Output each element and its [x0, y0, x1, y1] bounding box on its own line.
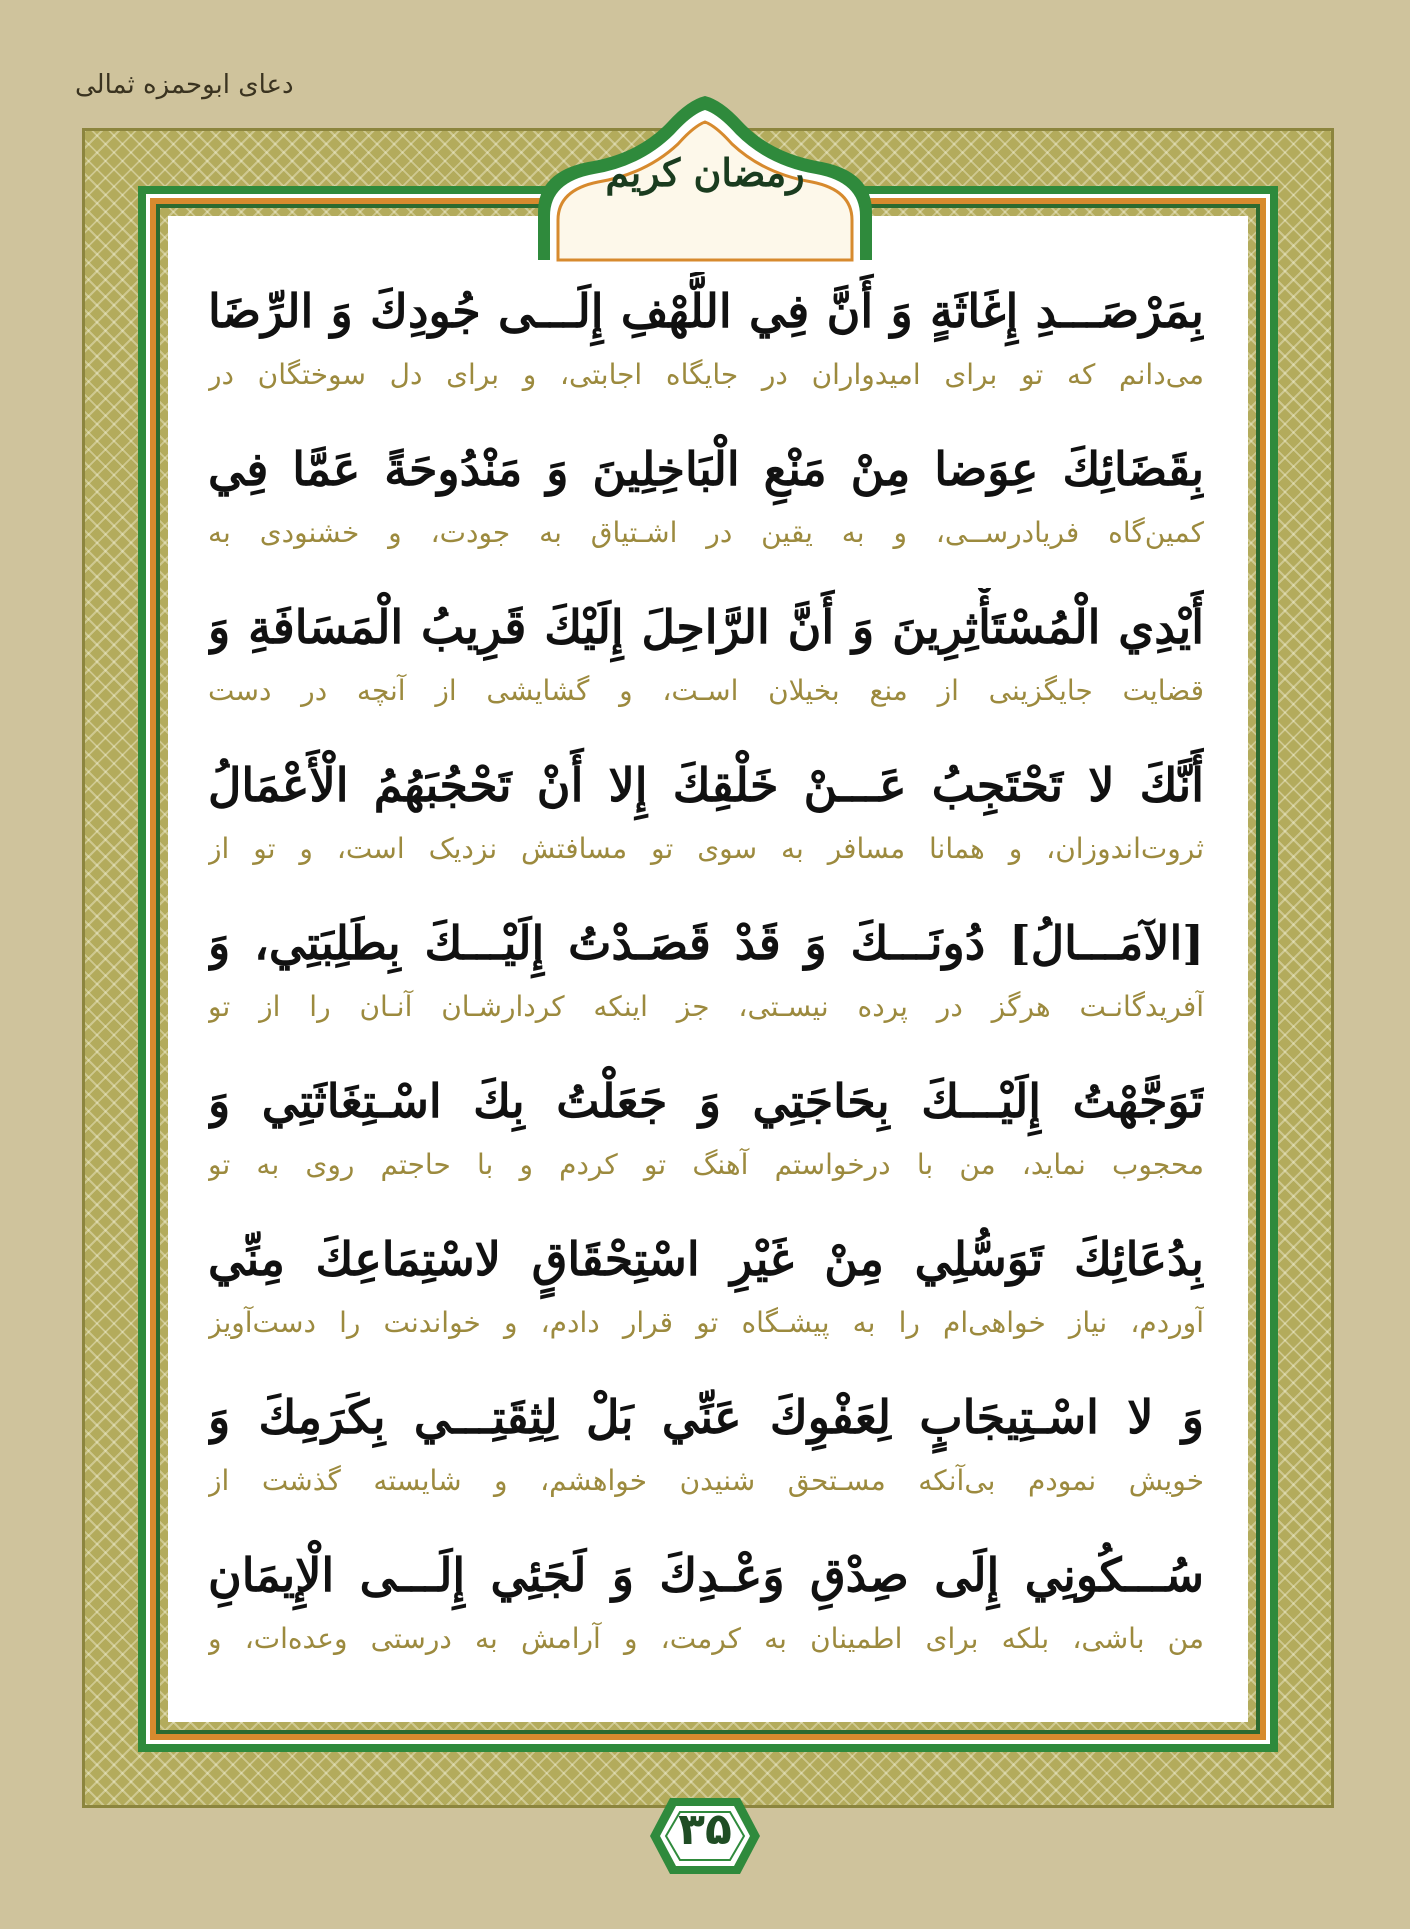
text-pair: [208, 1062, 1204, 1220]
persian-translation-line: قضایت جایگزینی از منع بخیلان اسـت، و گشایشی از آنچه در دست: [208, 674, 1204, 707]
text-pair: [208, 904, 1204, 1062]
arabic-line: أَيْدِي الْمُسْتَأْثِرِينَ وَ أَنَّ الرَّاحِلَ إِلَيْكَ قَرِيبُ الْمَسَافَةِ وَ: [208, 600, 1204, 654]
page-number: ۳۵: [678, 1804, 732, 1855]
arabic-line: تَوَجَّهْتُ إِلَيْـــكَ بِحَاجَتِي وَ جَعَلْتُ بِكَ اسْـتِغَاثَتِي وَ: [208, 1074, 1204, 1128]
persian-translation-line: من باشی، بلکه برای اطمینان به کرمت، و آرامش به درستی وعده‌ات، و: [208, 1622, 1204, 1655]
medallion-text: رمضان کریم: [605, 150, 805, 195]
arabic-line: بِمَرْصَـــدِ إِغَاثَةٍ وَ أَنَّ فِي اللَّهْفِ إِلَـــى جُودِكَ وَ الرِّضَا: [208, 284, 1204, 338]
persian-translation-line: خویش نمودم بی‌آنکه مسـتحق شنیدن خواهشم، و شایسته گذشت از: [208, 1464, 1204, 1497]
persian-translation-line: آفریدگانـت هرگز در پرده نیسـتی، جز اینکه کردارشـان آنـان را از تو: [208, 990, 1204, 1023]
persian-translation-line: می‌دانم که تو برای امیدواران در جایگاه اجابتی، و برای دل سوختگان در: [208, 358, 1204, 391]
text-pair: [208, 1536, 1204, 1694]
text-pair: [208, 746, 1204, 904]
header-medallion: [528, 92, 882, 262]
text-pair: [208, 1378, 1204, 1536]
text-pair: [208, 272, 1204, 430]
text-pair: [208, 430, 1204, 588]
persian-translation-line: کمین‌گاه فریادرســی، و به یقین در اشـتیاق به جودت، و خشنودی به: [208, 516, 1204, 549]
text-pair: [208, 588, 1204, 746]
text-pair: [208, 1220, 1204, 1378]
persian-translation-line: آوردم، نیاز خواهی‌ام را به پیشـگاه تو قرار دادم، و خواندنت را دست‌آویز: [208, 1306, 1204, 1339]
prayer-text-block: [208, 272, 1204, 1694]
persian-translation-line: ثروت‌اندوزان، و همانا مسافر به سوی تو مسافتش نزدیک است، و تو از: [208, 832, 1204, 865]
arabic-line: وَ لا اسْـتِيجَابٍ لِعَفْوِكَ عَنِّي بَلْ لِثِقَتِـــي بِكَرَمِكَ وَ: [208, 1390, 1204, 1444]
arabic-line: بِقَضَائِكَ عِوَضا مِنْ مَنْعِ الْبَاخِلِينَ وَ مَنْدُوحَةً عَمَّا فِي: [208, 442, 1204, 496]
book-title: دعای ابوحمزه ثمالی: [75, 70, 294, 100]
page-number-badge: [630, 1786, 780, 1886]
arabic-line: بِدُعَائِكَ تَوَسُّلِي مِنْ غَيْرِ اسْتِحْقَاقٍ لاسْتِمَاعِكَ مِنِّي: [208, 1232, 1204, 1286]
arabic-line: أَنَّكَ لا تَحْتَجِبُ عَـــنْ خَلْقِكَ إِلا أَنْ تَحْجُبَهُمُ الْأَعْمَالُ: [208, 758, 1204, 812]
arabic-line: [الآمَـــالُ] دُونَـــكَ وَ قَدْ قَصَـدْتُ إِلَيْـــكَ بِطَلِبَتِي، وَ: [208, 916, 1204, 970]
persian-translation-line: محجوب نماید، من با درخواستم آهنگ تو کردم و با حاجتم روی به تو: [208, 1148, 1204, 1181]
arabic-line: سُـــكُونِي إِلَى صِدْقِ وَعْـدِكَ وَ لَجَئِي إِلَـــى الْإِيمَانِ: [208, 1548, 1204, 1602]
